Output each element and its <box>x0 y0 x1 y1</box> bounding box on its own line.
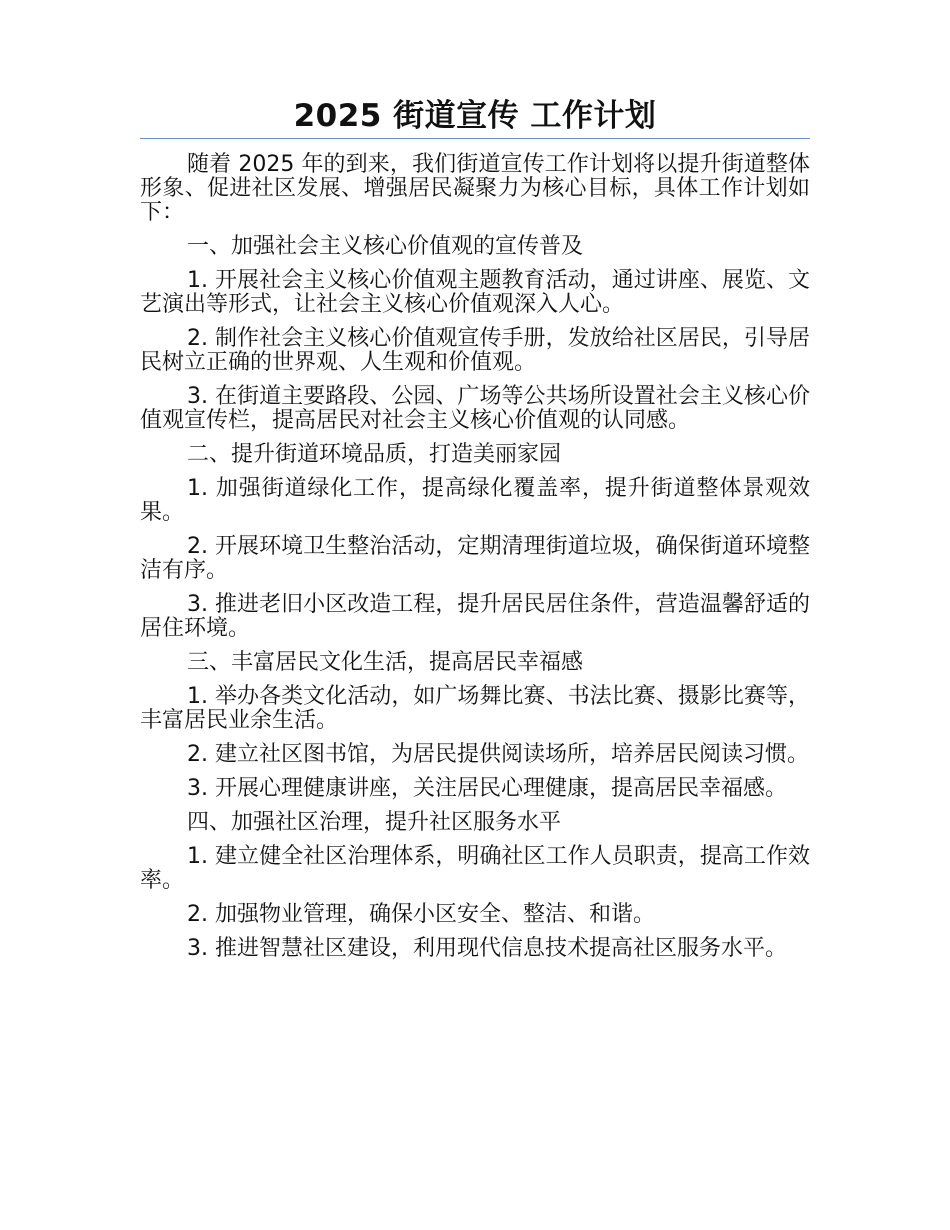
document-title: 2025 街道宣传 工作计划 <box>140 96 810 139</box>
section-1-item-3: 3. 在街道主要路段、公园、广场等公共场所设置社会主义核心价值观宣传栏，提高居民对社会主义核心价值观的认同感。 <box>140 384 810 433</box>
section-2-item-2: 2. 开展环境卫生整治活动，定期清理街道垃圾，确保街道环境整洁有序。 <box>140 534 810 583</box>
section-heading-2: 二、提升街道环境品质，打造美丽家园 <box>187 442 562 467</box>
section-3-item-2: 2. 建立社区图书馆，为居民提供阅读场所，培养居民阅读习惯。 <box>187 742 809 767</box>
section-heading-1: 一、加强社会主义核心价值观的宣传普及 <box>187 234 584 259</box>
section-4-item-1: 1. 建立健全社区治理体系，明确社区工作人员职责，提高工作效率。 <box>140 844 810 893</box>
section-heading-4: 四、加强社区治理，提升社区服务水平 <box>187 810 562 835</box>
intro-paragraph: 随着 2025 年的到来，我们街道宣传工作计划将以提升街道整体形象、促进社区发展、增强居民凝聚力为核心目标，具体工作计划如下： <box>140 152 810 225</box>
section-1-item-1: 1. 开展社会主义核心价值观主题教育活动，通过讲座、展览、文艺演出等形式，让社会主义核心价值观深入人心。 <box>140 268 810 317</box>
section-2-item-3: 3. 推进老旧小区改造工程，提升居民居住条件，营造温馨舒适的居住环境。 <box>140 592 810 641</box>
section-1-item-2: 2. 制作社会主义核心价值观宣传手册，发放给社区居民，引导居民树立正确的世界观、人生观和价值观。 <box>140 326 810 375</box>
document-body <box>140 153 810 961</box>
section-2-item-1: 1. 加强街道绿化工作，提高绿化覆盖率，提升街道整体景观效果。 <box>140 476 810 525</box>
section-3-item-1: 1. 举办各类文化活动，如广场舞比赛、书法比赛、摄影比赛等，丰富居民业余生活。 <box>140 684 810 733</box>
section-heading-3: 三、丰富居民文化生活，提高居民幸福感 <box>187 650 584 675</box>
section-4-item-2: 2. 加强物业管理，确保小区安全、整洁、和谐。 <box>187 902 655 927</box>
section-4-item-3: 3. 推进智慧社区建设，利用现代信息技术提高社区服务水平。 <box>187 936 787 961</box>
document-page <box>140 96 810 971</box>
section-3-item-3: 3. 开展心理健康讲座，关注居民心理健康，提高居民幸福感。 <box>187 776 787 801</box>
